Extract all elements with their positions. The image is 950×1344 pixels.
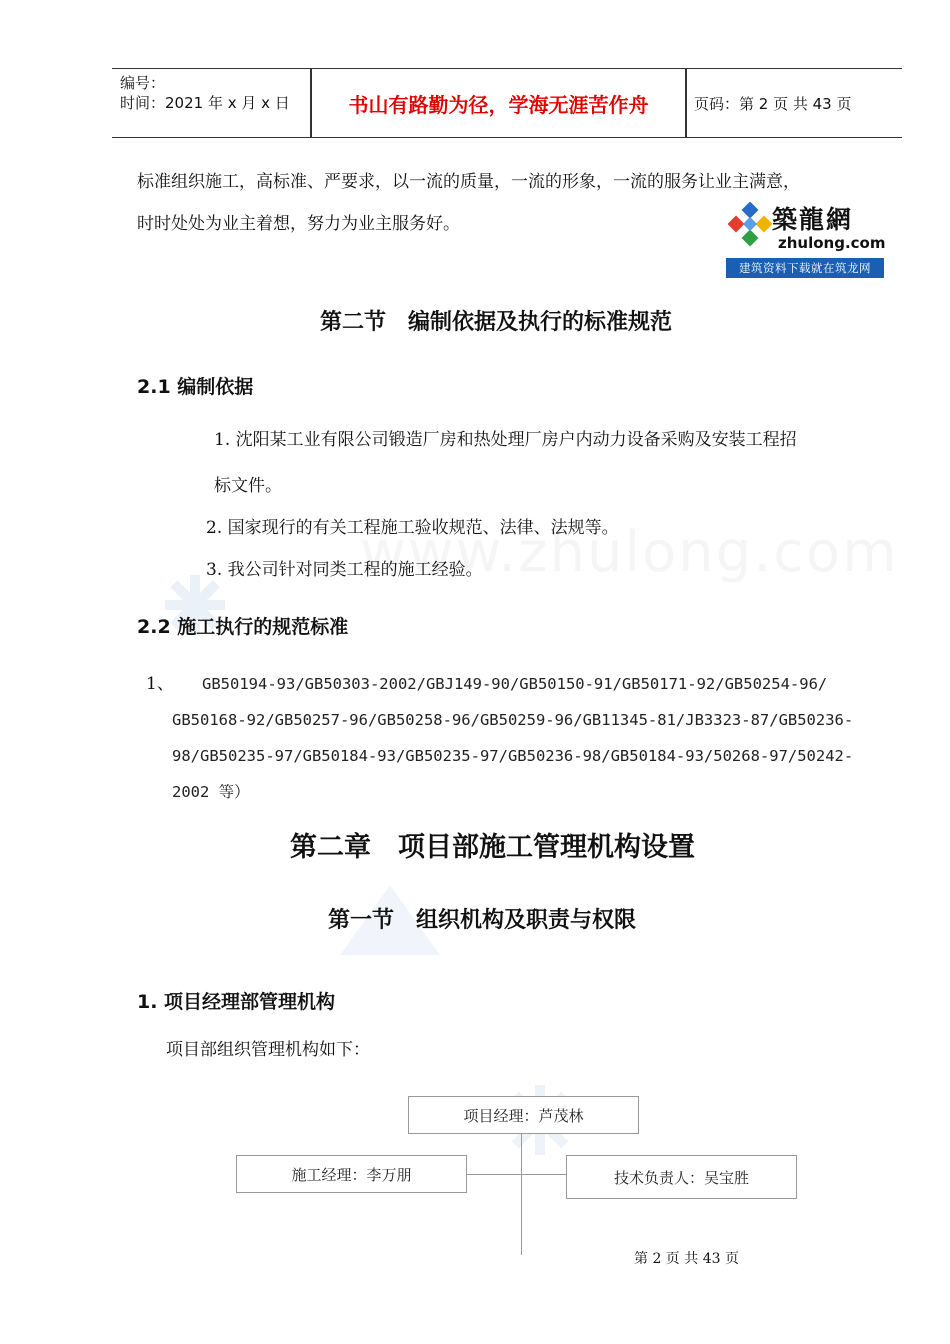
intro-line: 标准组织施工，高标准、严要求，以一流的质量，一流的形象，一流的服务让业主满意， <box>137 172 800 192</box>
list-marker: 1、 <box>146 674 174 694</box>
doc-number-label: 编号： <box>120 74 166 92</box>
logo-cn-text: 築龍網 <box>772 205 854 234</box>
org-box-manager: 项目经理：芦茂林 <box>408 1096 639 1134</box>
subsection-title: 2.2 施工执行的规范标准 <box>137 616 349 638</box>
list-item-cont: 标文件。 <box>214 476 282 496</box>
zhulong-logo[interactable] <box>726 196 884 278</box>
section-title: 第一节 组织机构及职责与权限 <box>328 908 637 933</box>
list-item: 2. 国家现行的有关工程施工验收规范、法律、法规等。 <box>206 518 619 538</box>
list-item: 1. 沈阳某工业有限公司锻造厂房和热处理厂房户内动力设备采购及安装工程招 <box>214 430 797 450</box>
page-footer: 第 2 页 共 43 页 <box>634 1251 739 1267</box>
page-header <box>112 68 902 138</box>
logo-en-text: zhulong.com <box>778 234 886 252</box>
org-box-construction: 施工经理：李万朋 <box>236 1155 467 1193</box>
header-page-label: 页码：第 2 页 共 43 页 <box>694 95 852 113</box>
subsection-title: 1. 项目经理部管理机构 <box>137 991 336 1013</box>
logo-emblem-icon <box>728 202 772 250</box>
header-meta <box>120 73 290 113</box>
standards-line: GB50194-93/GB50303-2002/GBJ149-90/GB50150-91/GB50171-92/GB50254-96/ <box>202 675 828 693</box>
section-title: 第二节 编制依据及执行的标准规范 <box>320 310 673 335</box>
org-box-technical: 技术负责人：吴宝胜 <box>566 1155 797 1199</box>
standards-line: 98/GB50235-97/GB50184-93/GB50235-97/GB50236-98/GB50184-93/50268-97/50242- <box>172 747 854 765</box>
doc-date-label: 时间：2021 年 x 月 x 日 <box>120 94 290 112</box>
org-intro: 项目部组织管理机构如下： <box>166 1040 370 1060</box>
header-motto: 书山有路勤为径，学海无涯苦作舟 <box>348 92 649 117</box>
intro-line: 时时处处为业主着想，努力为业主服务好。 <box>137 214 460 234</box>
list-item: 3. 我公司针对同类工程的施工经验。 <box>206 560 483 580</box>
org-connector-horizontal <box>466 1174 566 1175</box>
subsection-title: 2.1 编制依据 <box>137 376 254 398</box>
org-connector-vertical <box>521 1133 522 1255</box>
standards-line: GB50168-92/GB50257-96/GB50258-96/GB50259-96/GB11345-81/JB3323-87/GB50236- <box>172 711 854 729</box>
logo-tagline: 建筑资料下载就在筑龙网 <box>726 258 884 278</box>
standards-line: 2002 等） <box>172 783 250 801</box>
chapter-title: 第二章 项目部施工管理机构设置 <box>290 832 695 863</box>
header-divider <box>685 69 687 137</box>
